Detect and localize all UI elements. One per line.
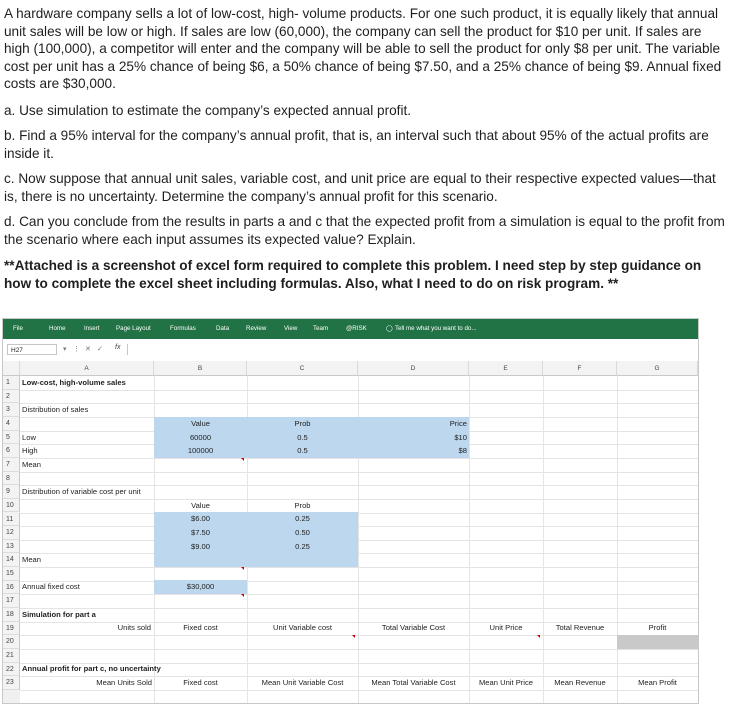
row-header[interactable]: 1 bbox=[3, 376, 20, 390]
cell-a22[interactable]: Annual profit for part c, no uncertainty bbox=[22, 664, 161, 673]
comment-indicator[interactable] bbox=[241, 594, 244, 597]
cell-b19[interactable]: Fixed cost bbox=[183, 623, 218, 632]
cell-a6[interactable]: High bbox=[22, 446, 38, 455]
gridline bbox=[20, 608, 698, 609]
row-header[interactable]: 6 bbox=[3, 444, 20, 458]
gridline bbox=[20, 513, 698, 514]
cell-a16[interactable]: Annual fixed cost bbox=[22, 582, 80, 591]
ribbon-tab-team[interactable]: Team bbox=[313, 325, 329, 332]
problem-intro: A hardware company sells a lot of low-cost, high- volume products. For one such product, it is equally likely that annual unit sales will be low or high. If sales are low (60,000), the company can sell the product for $10 per unit. If sales are high (100,000), a competitor will enter and the company will be able to sell the product for only $8 per unit. The variable cost per unit has a 25% chance of being $6, a 50% chance of being $7.50, and a 25% chance of being $9. Annual fixed costs are $30,000. bbox=[4, 6, 722, 91]
ribbon-tab-risk[interactable]: @RISK bbox=[346, 325, 367, 332]
cell-a23[interactable]: Mean Units Sold bbox=[96, 678, 152, 687]
cell-b16[interactable]: $30,000 bbox=[186, 582, 215, 591]
cell-c19[interactable]: Unit Variable cost bbox=[273, 623, 332, 632]
comment-indicator[interactable] bbox=[241, 458, 244, 461]
gridline bbox=[20, 553, 698, 554]
cell-e19[interactable]: Unit Price bbox=[489, 623, 523, 632]
cell-c4[interactable]: Prob bbox=[294, 419, 311, 428]
cell-b4[interactable]: Value bbox=[191, 419, 210, 428]
column-header-b[interactable]: B bbox=[154, 361, 247, 376]
ribbon-tab-insert[interactable]: Insert bbox=[84, 325, 100, 332]
cell-area[interactable] bbox=[20, 376, 698, 703]
fx-icon[interactable]: fx bbox=[115, 344, 121, 351]
cell-g19[interactable]: Profit bbox=[648, 623, 667, 632]
gridline bbox=[20, 499, 698, 500]
column-header-e[interactable]: E bbox=[469, 361, 543, 376]
name-box[interactable]: H27 bbox=[7, 344, 57, 355]
cell-c12[interactable]: 0.50 bbox=[295, 528, 310, 537]
cell-a19[interactable]: Units sold bbox=[117, 623, 151, 632]
cell-c10[interactable]: Prob bbox=[294, 501, 311, 510]
question-b: b. Find a 95% interval for the company’s annual profit, that is, an interval such that about 95% of the actual profits are inside it. bbox=[4, 128, 709, 161]
formula-input[interactable] bbox=[127, 344, 688, 355]
chevron-down-icon[interactable]: ▾ bbox=[63, 346, 67, 353]
column-header-f[interactable]: F bbox=[543, 361, 617, 376]
ribbon-tab-data[interactable]: Data bbox=[216, 325, 230, 332]
cell-d23[interactable]: Mean Total Variable Cost bbox=[371, 678, 456, 687]
column-header-g[interactable]: G bbox=[617, 361, 698, 376]
enter-icon[interactable]: ✓ bbox=[97, 346, 103, 353]
gridline bbox=[20, 390, 698, 391]
row-header[interactable]: 20 bbox=[3, 635, 20, 649]
grip-icon: ⋮ bbox=[73, 346, 80, 353]
row-header[interactable]: 11 bbox=[3, 513, 20, 527]
cell-g23[interactable]: Mean Profit bbox=[638, 678, 677, 687]
row-header[interactable]: 8 bbox=[3, 472, 20, 486]
row-header[interactable]: 12 bbox=[3, 526, 20, 540]
cell-b5[interactable]: 60000 bbox=[189, 433, 212, 442]
formula-bar bbox=[3, 339, 698, 362]
comment-indicator[interactable] bbox=[537, 635, 540, 638]
excel-ribbon bbox=[3, 319, 698, 339]
cell-d4[interactable]: Price bbox=[449, 419, 467, 428]
question-c: c. Now suppose that annual unit sales, variable cost, and unit price are equal to their respective expected values—that is, there is no uncertainty. Determine the company’s annual profit for this scenario. bbox=[4, 171, 716, 204]
ribbon-tab-view[interactable]: View bbox=[284, 325, 298, 332]
row-header[interactable]: 5 bbox=[3, 431, 20, 445]
request-note: **Attached is a screenshot of excel form required to complete this problem. I need step by step guidance on how to complete the excel sheet including formulas. Also, what I need to do on risk program. ** bbox=[4, 258, 702, 291]
cell-d6[interactable]: $8 bbox=[458, 446, 467, 455]
cell-c11[interactable]: 0.25 bbox=[295, 514, 310, 523]
cell-b23[interactable]: Fixed cost bbox=[183, 678, 218, 687]
gridline bbox=[20, 690, 698, 691]
cell-c5[interactable]: 0.5 bbox=[297, 433, 308, 442]
gridline bbox=[20, 472, 698, 473]
cell-e23[interactable]: Mean Unit Price bbox=[478, 678, 534, 687]
row-header[interactable]: 2 bbox=[3, 390, 20, 404]
tell-me-search[interactable]: Tell me what you want to do... bbox=[395, 325, 477, 332]
lightbulb-icon: ◯ bbox=[386, 325, 393, 332]
cell-c13[interactable]: 0.25 bbox=[295, 542, 310, 551]
row-header[interactable]: 15 bbox=[3, 567, 20, 581]
cell-b13[interactable]: $9.00 bbox=[190, 542, 210, 551]
cancel-icon[interactable]: ✕ bbox=[85, 346, 91, 353]
gridline bbox=[20, 567, 698, 568]
cell-a3[interactable]: Distribution of sales bbox=[22, 405, 89, 414]
cell-d5[interactable]: $10 bbox=[454, 433, 467, 442]
cell-a5[interactable]: Low bbox=[22, 433, 36, 442]
select-all-corner[interactable] bbox=[3, 361, 20, 376]
excel-screenshot bbox=[2, 318, 699, 704]
row-header[interactable]: 16 bbox=[3, 581, 20, 595]
gridline bbox=[20, 649, 698, 650]
profit-output-cell bbox=[617, 635, 698, 649]
ribbon-tab-home[interactable]: Home bbox=[49, 325, 66, 332]
row-header[interactable]: 4 bbox=[3, 417, 20, 431]
cell-a1[interactable]: Low-cost, high-volume sales bbox=[22, 378, 126, 387]
gridline bbox=[20, 635, 698, 636]
gridline bbox=[20, 403, 698, 404]
row-header[interactable]: 18 bbox=[3, 608, 20, 622]
ribbon-tab-file[interactable]: File bbox=[13, 325, 23, 332]
row-header[interactable]: 17 bbox=[3, 594, 20, 608]
ribbon-tab-page-layout[interactable]: Page Layout bbox=[116, 325, 151, 332]
cell-a9[interactable]: Distribution of variable cost per unit bbox=[22, 487, 141, 496]
cell-a14[interactable]: Mean bbox=[22, 555, 41, 564]
row-header[interactable]: 14 bbox=[3, 553, 20, 567]
gridline bbox=[20, 458, 698, 459]
row-header[interactable]: 22 bbox=[3, 663, 20, 677]
column-header-c[interactable]: C bbox=[247, 361, 358, 376]
comment-indicator[interactable] bbox=[241, 567, 244, 570]
column-header-a[interactable]: A bbox=[20, 361, 154, 376]
row-header[interactable]: 9 bbox=[3, 485, 20, 499]
gridline bbox=[20, 581, 698, 582]
spreadsheet-grid bbox=[3, 361, 698, 703]
cell-b10[interactable]: Value bbox=[191, 501, 210, 510]
cell-a18[interactable]: Simulation for part a bbox=[22, 610, 96, 619]
cell-c6[interactable]: 0.5 bbox=[297, 446, 308, 455]
row-header[interactable]: 23 bbox=[3, 676, 20, 690]
question-a: a. Use simulation to estimate the company’s expected annual profit. bbox=[4, 103, 412, 118]
cell-c23[interactable]: Mean Unit Variable Cost bbox=[261, 678, 344, 687]
cell-f19[interactable]: Total Revenue bbox=[555, 623, 605, 632]
row-header[interactable]: 13 bbox=[3, 540, 20, 554]
column-header-d[interactable]: D bbox=[358, 361, 469, 376]
cell-d19[interactable]: Total Variable Cost bbox=[381, 623, 446, 632]
ribbon-tab-formulas[interactable]: Formulas bbox=[170, 325, 196, 332]
gridline bbox=[20, 540, 698, 541]
question-d: d. Can you conclude from the results in parts a and c that the expected profit from a simulation is equal to the profit from the scenario where each input assumes its expected value? Explain. bbox=[4, 214, 725, 247]
row-header[interactable]: 21 bbox=[3, 649, 20, 663]
row-header[interactable]: 7 bbox=[3, 458, 20, 472]
comment-indicator[interactable] bbox=[352, 635, 355, 638]
gridline bbox=[20, 526, 698, 527]
row-header[interactable]: 10 bbox=[3, 499, 20, 513]
cell-f23[interactable]: Mean Revenue bbox=[554, 678, 606, 687]
gridline bbox=[20, 594, 698, 595]
cell-b6[interactable]: 100000 bbox=[187, 446, 214, 455]
row-header[interactable]: 3 bbox=[3, 403, 20, 417]
cell-a7[interactable]: Mean bbox=[22, 460, 41, 469]
cell-b12[interactable]: $7.50 bbox=[190, 528, 210, 537]
row-header[interactable]: 19 bbox=[3, 622, 20, 636]
cell-b11[interactable]: $6.00 bbox=[190, 514, 210, 523]
ribbon-tab-review[interactable]: Review bbox=[246, 325, 267, 332]
